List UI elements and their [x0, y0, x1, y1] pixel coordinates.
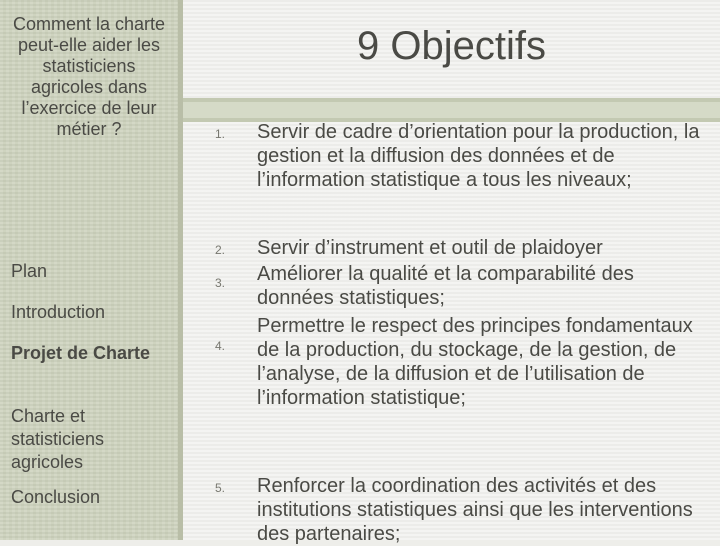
sidebar-item-conclusion[interactable]: Conclusion [11, 487, 101, 507]
sidebar-item-introduction[interactable]: Introduction [11, 302, 106, 322]
objective-number: 1. [215, 127, 226, 141]
objective-number: 3. [215, 276, 226, 290]
objective-number: 4. [215, 339, 226, 353]
objective-item: Servir d’instrument et outil de plaidoyer [257, 237, 603, 259]
slide-title: 9 Objectifs [357, 24, 546, 68]
objective-number: 5. [215, 481, 226, 495]
sidebar-item-charte-et-statisticiens[interactable]: Charte et statisticiens agricoles [11, 406, 105, 472]
sidebar-title: Comment la charte peut-elle aider les statisticiens agricoles dans l’exercice de leur métier ? [12, 14, 166, 139]
sidebar [0, 0, 178, 540]
objective-item: Renforcer la coordination des activités et des institutions statistiques ainsi que les interventions des partenaires; [257, 475, 693, 545]
slide-content [183, 0, 720, 545]
title-underline-bar [183, 98, 720, 122]
objective-item: Servir de cadre d’orientation pour la production, la gestion et la diffusion des données et de l’information statistique a tous les niveaux; [257, 121, 700, 191]
objective-item: Améliorer la qualité et la comparabilité des données statistiques; [257, 263, 634, 309]
sidebar-item-projet-de-charte[interactable]: Projet de Charte [11, 343, 151, 363]
objective-item: Permettre le respect des principes fondamentaux de la production, du stockage, de la gestion, de l’analyse, de la diffusion et de l’utilisation de l’information statistique; [257, 315, 693, 409]
objective-number: 2. [215, 243, 226, 257]
sidebar-item-plan[interactable]: Plan [11, 261, 48, 281]
